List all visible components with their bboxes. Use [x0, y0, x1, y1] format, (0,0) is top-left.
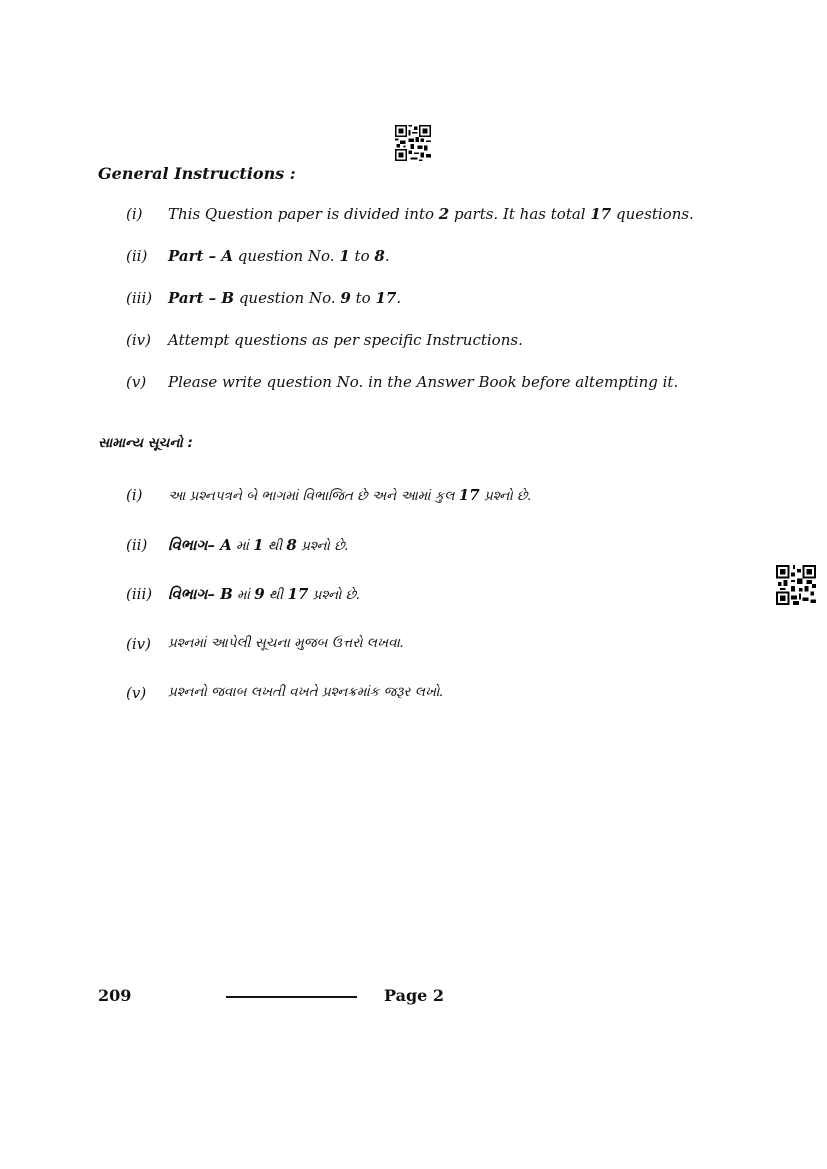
item-number: (iii) [126, 289, 153, 307]
item-number: (iii) [126, 585, 153, 603]
paper-code: 209 [98, 986, 132, 1005]
item-text: This Question paper is divided into 2 parts. It has total 17 questions. [168, 205, 694, 223]
item-text: Attempt questions as per specific Instructions. [168, 331, 523, 349]
item-text: Part – A question No. 1 to 8. [168, 247, 390, 265]
item-number: (ii) [126, 247, 148, 265]
item-text: Please write question No. in the Answer Book before altempting it. [168, 373, 679, 391]
item-text: પ્રશ્નનો જવાબ લખતી વખતે પ્રશ્નક્રમાંક જરૂર લખો. [168, 684, 444, 700]
item-number: (ii) [126, 536, 148, 554]
gujarati-instructions-heading: સામાન્ય સૂચનો : [98, 435, 193, 451]
item-text: પ્રશ્નમાં આપેલી સૂચના મુજબ ઉત્તરો લખવા. [168, 635, 405, 651]
item-number: (iv) [126, 635, 151, 653]
item-number: (i) [126, 486, 143, 504]
item-text: Part – B question No. 9 to 17. [168, 289, 402, 307]
item-number: (iv) [126, 331, 151, 349]
footer-divider [226, 996, 357, 998]
item-number: (v) [126, 373, 147, 391]
item-text: વિભાગ– A માં 1 થી 8 પ્રશ્નો છે. [168, 536, 349, 554]
qr-code-icon [776, 565, 816, 605]
item-number: (i) [126, 205, 143, 223]
item-number: (v) [126, 684, 147, 702]
qr-code-icon [395, 125, 431, 161]
item-text: આ પ્રશ્નપત્રને બે ભાગમાં વિભાજિત છે અને આમાં કુલ 17 પ્રશ્નો છે. [168, 486, 532, 504]
item-text: વિભાગ– B માં 9 થી 17 પ્રશ્નો છે. [168, 585, 361, 603]
page-number: Page 2 [384, 986, 445, 1005]
general-instructions-heading: General Instructions : [98, 164, 296, 183]
